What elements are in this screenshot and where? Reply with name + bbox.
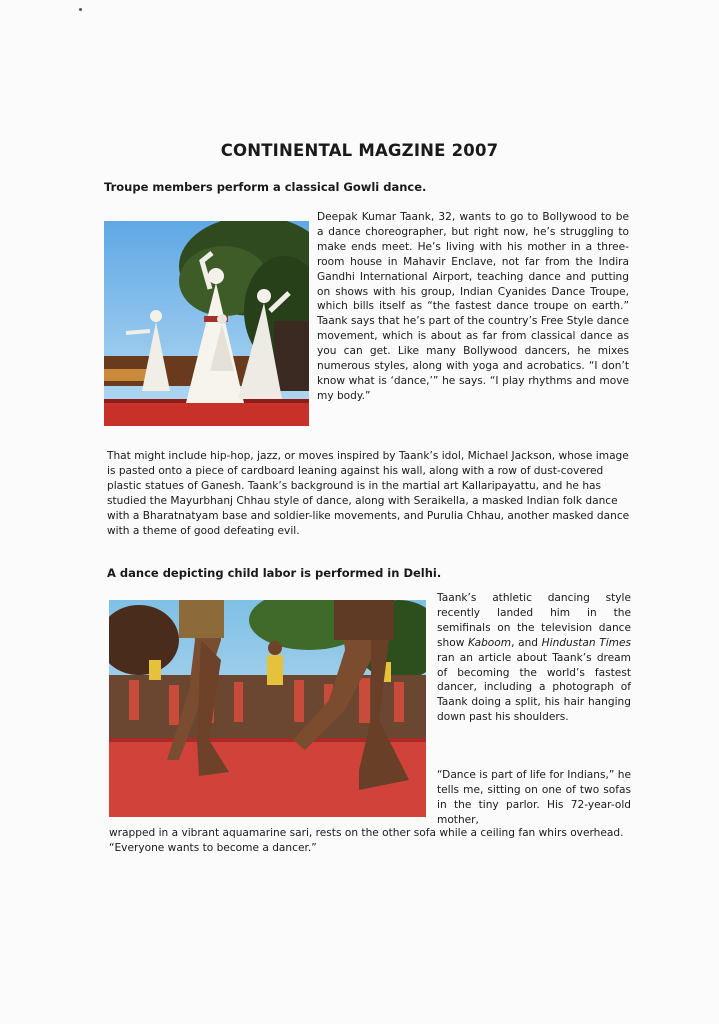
article-paragraph-mother: wrapped in a vibrant aquamarine sari, rests on the other sofa while a ceiling fan whirs overhead. “Everyone wants to become a dancer.” [109,827,624,854]
article-paragraph-quote: “Dance is part of life for Indians,” he tells me, sitting on one of two sofas in the tiny parlor. His 72-year-old mother, [437,769,631,826]
page-title: CONTINENTAL MAGZINE 2007 [220,141,499,160]
text-segment: ran an article about Taank’s dream of becoming the world’s fastest dancer, including a photograph of Taank doing a split, his hair hanging down past his shoulders. [437,651,631,724]
scan-speck [79,8,82,11]
article-paragraph-intro: Deepak Kumar Taank, 32, wants to go to Bollywood to be a dance choreographer, but right now, he’s struggling to make ends meet. He’s living with his mother in a three-room house in Mahavir Enclave, not far from the Indira Gandhi International Airport, teaching dance and putting on shows with his group, Indian Cyanides Dance Troupe, which bills itself as “the fastest dance troupe on earth.” Taank says that he’s part of the country’s Free Style dance movement, which is about as far from classical dance as you can get. Like many Bollywood dancers, he mixes numerous styles, along with yoga and acrobatics. “I don’t know what is ‘dance,’” he says. “I play rhythms and move my body.” [317,211,629,402]
photo-child-labor-dance [109,600,426,817]
text-segment: , and [511,636,542,649]
text-segment: Taank’s athletic dancing style recently landed him in the semifinals on the television dance show [437,592,631,649]
article-paragraph-kaboom [437,591,631,725]
article-paragraph-styles: That might include hip-hop, jazz, or moves inspired by Taank’s idol, Michael Jackson, whose image is pasted onto a piece of cardboard leaning against his wall, along with a row of dust-covered plastic statues of Ganesh. Taank’s background is in the martial art Kallaripayattu, and he has studied the Mayurbhanj Chhau style of dance, along with Seraikella, a masked Indian folk dance with a Bharatnatyam base and soldier-like movements, and Purulia Chhau, another masked dance with a theme of good defeating evil. [107,450,630,537]
show-name: Kaboom [468,636,512,649]
photo-gowli-dance [104,221,309,426]
photo-caption-child-labor: A dance depicting child labor is performed in Delhi. [107,566,442,580]
photo-caption-gowli: Troupe members perform a classical Gowli dance. [104,180,427,194]
newspaper-name: Hindustan Times [541,636,631,649]
